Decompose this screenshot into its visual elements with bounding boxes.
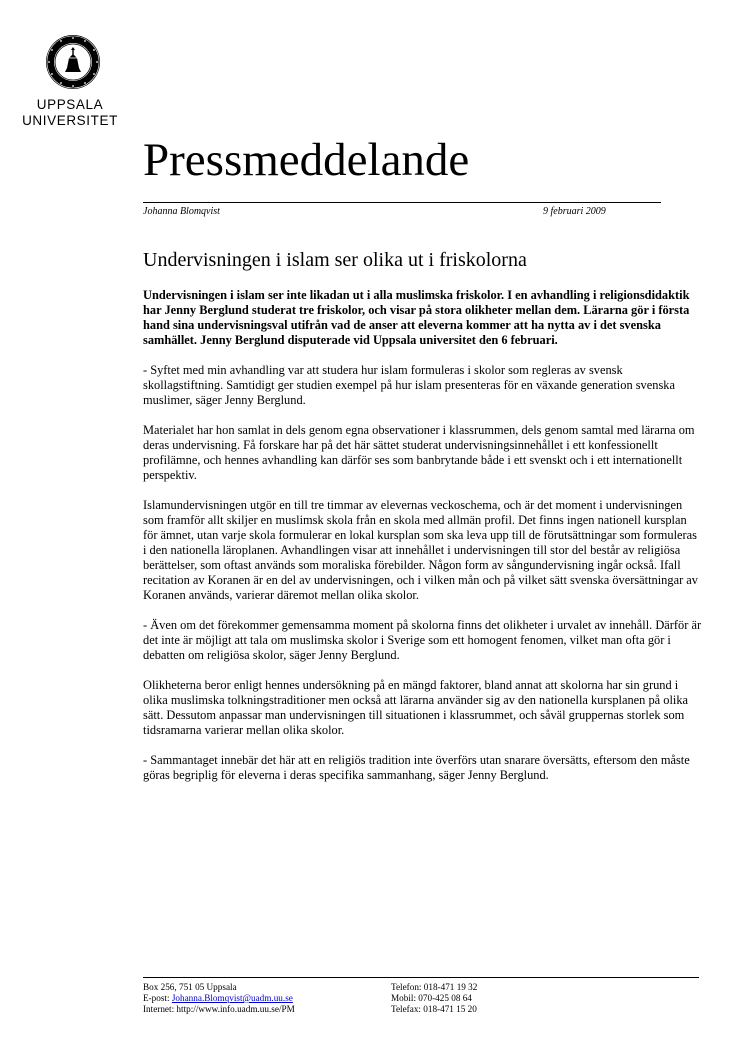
- wordmark-line-2: UNIVERSITET: [22, 113, 118, 128]
- footer-contact-right: [391, 982, 477, 1015]
- footer-phone: Telefon: 018-471 19 32: [391, 982, 478, 992]
- body-paragraph: - Sammantaget innebär det här att en religiös tradition inte överförs utan snarare översätts, eftersom den måste göras begriplig för eleverna i deras specifika sammanhang, säger Jenny Berglund.: [143, 753, 690, 782]
- footer-email-row: [143, 993, 295, 1004]
- email-link[interactable]: Johanna.Blomqvist@uadm.uu.se: [171, 993, 293, 1003]
- uppsala-seal-icon: [45, 34, 101, 90]
- page-title: Pressmeddelande: [143, 134, 470, 186]
- footer-mobile: Mobil: 070-425 08 64: [391, 993, 472, 1003]
- lead-paragraph: Undervisningen i islam ser inte likadan ut i alla muslimska friskolor. I en avhandling i religionsdidaktik har Jenny Berglund studerat tre friskolor, och visar på stora olikheter mellan dem. Lärarna gör i första hand sina undervisningsval utifrån vad de anser att eleverna kommer att ha nytta av i det svenska samhället. Jenny Berglund disputerade vid Uppsala universitet den 6 februari.: [143, 288, 690, 347]
- footer-email-label: E-post:: [143, 993, 172, 1003]
- title-divider: [143, 202, 661, 203]
- university-wordmark: [5, 97, 135, 129]
- body-paragraph: Materialet har hon samlat in dels genom egna observationer i klassrummen, dels genom samtal med lärarna om deras undervisning. Få forskare har på det här sättet studerat undervisningsinnehållet i ett konfessionellt profilämne, och hennes avhandling kan därför ses som banbrytande både i ett svenskt och i ett internationellt perspektiv.: [143, 423, 695, 482]
- footer-contact-left: [143, 982, 295, 1015]
- body-paragraph: - Syftet med min avhandling var att studera hur islam formuleras i skolor som regleras av svensk skollagstiftning. Samtidigt ger studien exempel på hur islam presenteras för en växande generation svenska muslimer, säger Jenny Berglund.: [143, 363, 675, 407]
- body-paragraph: - Även om det förekommer gemensamma moment på skolorna finns det olikheter i urvalet av innehåll. Därför är det inte är möjligt att tala om muslimska skolor i Sverige som ett homogent fenomen, vilket man ofta gör i debatten om religiösa skolor, säger Jenny Berglund.: [143, 618, 702, 662]
- footer-fax: Telefax: 018-471 15 20: [391, 1004, 477, 1014]
- body-paragraph: Olikheterna beror enligt hennes undersökning på en mängd faktorer, bland annat att skolorna har sin grund i olika muslimska tolkningstraditioner men också att lärarna använder sig av den nationella kursplanen på olika sätt. Dessutom anpassar man undervisningen till situationen i klassrummet, och såväl gruppernas storlek som tidsramarna varierar mellan olika skolor.: [143, 678, 689, 737]
- author: Johanna Blomqvist: [143, 206, 220, 217]
- footer-divider: [143, 977, 699, 978]
- body-paragraph: Islamundervisningen utgör en till tre timmar av elevernas veckoschema, och är det moment i undervisningen som framför allt skiljer en muslimsk skola från en skola med allmän profil. Det finns ingen nationell kursplan för ämnet, utan varje skola formulerar en lokal kursplan som ska leva upp till de förutsättningar som formuleras i den nationella läroplanen. Avhandlingen visar att innehållet i undervisningen till stor del består av religiösa berättelser, som oftast används som moraliska förebilder. Någon form av sångundervisning ingår också. Ifall recitation av Koranen är en del av undervisningen, och i vilken mån och på vilket sätt svenska översättningar av Koranen används, varierar däremot mellan olika skolor.: [143, 498, 698, 602]
- headline: Undervisningen i islam ser olika ut i friskolorna: [143, 249, 527, 271]
- wordmark-line-1: UPPSALA: [36, 97, 104, 112]
- date: 9 februari 2009: [543, 206, 606, 217]
- footer-address: Box 256, 751 05 Uppsala: [143, 982, 237, 992]
- footer-internet: Internet: http://www.info.uadm.uu.se/PM: [143, 1004, 295, 1014]
- article-body: [143, 288, 703, 798]
